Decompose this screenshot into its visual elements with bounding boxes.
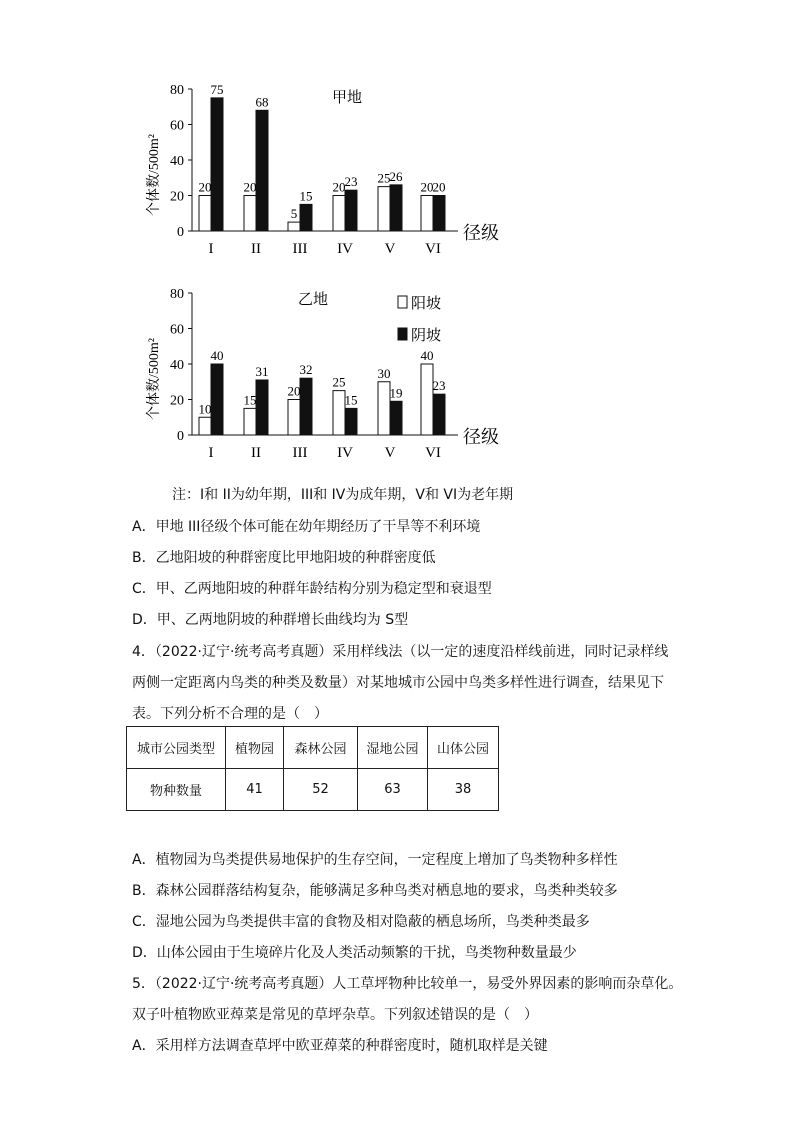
legend (398, 295, 441, 344)
bar-value-label: 15 (243, 392, 257, 408)
bar-yinpo (390, 185, 402, 231)
y-tick-label: 80 (170, 287, 184, 302)
x-tick-label: I (208, 445, 214, 460)
bar-yangpo (421, 364, 433, 435)
bar-value-label: 26 (389, 168, 403, 184)
bar-value-label: 15 (344, 392, 358, 408)
bar-value-label: 10 (198, 401, 212, 417)
y-tick-label: 40 (170, 154, 184, 169)
y-tick-label: 0 (177, 225, 184, 240)
bar-value-label: 25 (332, 374, 346, 390)
y-axis-label: 个体数/500m² (147, 338, 162, 420)
q3-option-d: D．甲、乙两地阴坡的种群增长曲线均为 S型 (132, 612, 409, 628)
bar-value-label: 20 (198, 179, 212, 195)
bar-value-label: 20 (432, 179, 446, 195)
bar-yinpo (256, 380, 268, 435)
y-tick-label: 40 (170, 358, 184, 373)
bar-yangpo (288, 222, 300, 231)
table-cell: 城市公园类型 (127, 727, 226, 769)
table-cell: 森林公园 (284, 727, 358, 769)
bar-yinpo (433, 196, 445, 232)
x-tick-label: I (208, 241, 214, 256)
q4-option-b: B．森林公园群落结构复杂，能够满足多种鸟类对栖息地的要求，鸟类种类较多 (132, 883, 618, 899)
legend-swatch-yangpo (398, 296, 407, 308)
bar-yangpo (378, 382, 390, 435)
bar-yinpo (345, 190, 357, 231)
q3-option-b: B．乙地阳坡的种群密度比甲地阳坡的种群密度低 (132, 550, 436, 566)
x-axis-label: 径级 (463, 427, 499, 447)
x-tick-label: VI (425, 445, 441, 460)
bar-value-label: 15 (299, 188, 313, 204)
bar-value-label: 5 (290, 206, 298, 222)
bar-value-label: 20 (420, 179, 434, 195)
bar-yangpo (288, 400, 300, 436)
y-tick-label: 60 (170, 118, 184, 134)
q5-option-a: A．采用样方法调查草坪中欧亚蔊菜的种群密度时，随机取样是关键 (132, 1038, 548, 1054)
q4-stem-line-2: 两侧一定距离内鸟类的种类及数量）对某地城市公园中鸟类多样性进行调查，结果见下 (132, 675, 664, 691)
bar-value-label: 20 (287, 383, 301, 399)
bar-value-label: 31 (255, 363, 269, 379)
chart-yidi (140, 280, 520, 460)
bar-yinpo (211, 364, 223, 435)
bar-yinpo (433, 394, 445, 435)
x-tick-label: II (251, 241, 261, 256)
bar-yinpo (390, 401, 402, 435)
bar-yangpo (333, 391, 345, 435)
bar-yinpo (256, 110, 268, 231)
bar-yangpo (244, 196, 256, 232)
y-tick-label: 80 (170, 83, 184, 98)
chart-title: 乙地 (298, 292, 329, 308)
bar-value-label: 68 (255, 94, 269, 110)
bar-yangpo (199, 417, 211, 435)
bar-value-label: 75 (210, 81, 224, 97)
table-cell: 物种数量 (127, 769, 226, 811)
bar-value-label: 19 (389, 385, 403, 401)
bar-yangpo (199, 196, 211, 232)
q4-option-d: D．山体公园由于生境碎片化及人类活动频繁的干扰，鸟类物种数量最少 (132, 945, 577, 961)
table-cell: 湿地公园 (358, 727, 428, 769)
x-axis-label: 径级 (463, 223, 499, 243)
x-tick-label: II (251, 445, 261, 460)
q4-stem-line-1: 4．（2022·辽宁·统考高考真题）采用样线法（以一定的速度沿样线前进，同时记录样线 (132, 644, 669, 660)
chart-title: 甲地 (332, 90, 363, 106)
table-header-row (127, 727, 499, 769)
y-tick-label: 20 (170, 393, 184, 409)
bar-value-label: 25 (377, 170, 391, 186)
q3-option-a: A．甲地 III径级个体可能在幼年期经历了干旱等不利环境 (132, 519, 481, 535)
x-tick-label: V (384, 241, 396, 256)
q3-option-c: C．甲、乙两地阳坡的种群年龄结构分别为稳定型和衰退型 (132, 581, 492, 597)
bar-value-label: 20 (243, 179, 257, 195)
bar-value-label: 23 (432, 378, 446, 394)
q5-stem-line-2: 双子叶植物欧亚蔊菜是常见的草坪杂草。下列叙述错误的是（ ） (132, 1007, 538, 1023)
bar-value-label: 40 (420, 348, 434, 363)
chart-jiadi (140, 76, 520, 256)
table-cell: 52 (284, 769, 358, 811)
bar-value-label: 32 (299, 362, 313, 378)
bar-yangpo (378, 187, 390, 231)
bar-value-label: 23 (344, 174, 358, 190)
x-tick-label: VI (425, 241, 441, 256)
table-cell: 38 (428, 769, 499, 811)
y-tick-label: 0 (177, 429, 184, 444)
legend-swatch-yinpo (398, 328, 407, 340)
q4-option-a: A．植物园为鸟类提供易地保护的生存空间，一定程度上增加了鸟类物种多样性 (132, 852, 618, 868)
bar-value-label: 40 (210, 348, 224, 363)
table-row (127, 769, 499, 811)
x-tick-label: V (384, 445, 396, 460)
y-axis-label: 个体数/500m² (147, 134, 162, 216)
legend-label-yinpo: 阴坡 (411, 328, 442, 344)
table-cell: 41 (226, 769, 284, 811)
bar-yinpo (300, 378, 312, 435)
park-species-table (126, 726, 499, 811)
x-tick-label: III (292, 241, 308, 256)
x-tick-label: IV (337, 445, 353, 460)
age-note: 注：I和 II为幼年期，III和 IV为成年期，V和 VI为老年期 (172, 487, 514, 503)
bar-yangpo (333, 196, 345, 232)
y-tick-label: 20 (170, 189, 184, 205)
bar-yinpo (300, 204, 312, 231)
q4-option-c: C．湿地公园为鸟类提供丰富的食物及相对隐蔽的栖息场所，鸟类种类最多 (132, 914, 590, 930)
bar-yangpo (244, 408, 256, 435)
bar-yinpo (345, 408, 357, 435)
bar-yinpo (211, 98, 223, 231)
y-tick-label: 60 (170, 322, 184, 338)
bar-value-label: 20 (332, 179, 346, 195)
x-tick-label: III (292, 445, 308, 460)
x-tick-label: IV (337, 241, 353, 256)
bar-yangpo (421, 196, 433, 232)
table-cell: 63 (358, 769, 428, 811)
legend-label-yangpo: 阳坡 (411, 296, 442, 312)
table-cell: 植物园 (226, 727, 284, 769)
q5-stem-line-1: 5．（2022·辽宁·统考高考真题）人工草坪物种比较单一，易受外界因素的影响而杂草化。 (132, 976, 683, 992)
q4-stem-line-3: 表。下列分析不合理的是（ ） (132, 706, 328, 722)
bar-value-label: 30 (377, 365, 391, 381)
table-cell: 山体公园 (428, 727, 499, 769)
